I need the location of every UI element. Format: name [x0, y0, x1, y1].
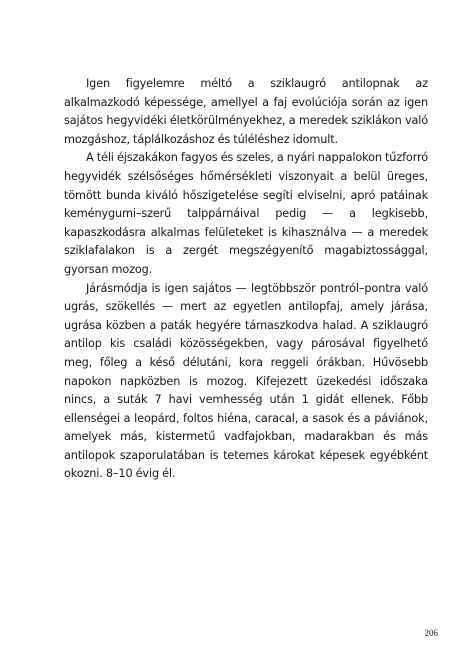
paragraph-1: Igen figyelemre méltó a sziklaugró antilopnak az alkalmazkodó képessége, amellyel a faj evolúciója során az igen sajátos hegyvidéki életkörülményekhez, a meredek sziklákon való mozgáshoz, táplálkozáshoz és túléléshez idomult.	[64, 77, 428, 146]
page-number: 206	[424, 628, 438, 638]
paragraph-2: A téli éjszakákon fagyos és szeles, a nyári nappalokon tűzforró hegyvidék szélsőséges hőmérsékleti viszonyait a belül üreges, tömött bunda kiváló hőszigetelése segíti elviselni, apró patáinak keménygumi–szerű talppárnáival pedig — a legkisebb, kapaszkodásra alkalmas felületeket is kihasználva — a meredek sziklafalakon is a zergét megszégyenítő magabiztossággal, gyorsan mozog.	[64, 151, 428, 276]
body-text	[64, 75, 428, 484]
paragraph-3: Járásmódja is igen sajátos — legtöbbször pontról–pontra való ugrás, szökellés — mert az egyetlen antilopfaj, amely járása, ugrása közben a paták hegyére támaszkodva halad. A sziklaugró antilop kis családi közösségekben, vagy párosával figyelhető meg, főleg a késő délutáni, kora reggeli órákban. Hűvösebb napokon napközben is mozog. Kifejezett üzekedési időszaka nincs, a suták 7 havi vemhesség után 1 gidát ellenek. Főbb ellenségei a leopárd, foltos hiéna, caracal, a sasok és a páviánok, amelyek más, kistermetű vadfajokban, madarakban és más antilopok szaporulatában is tetemes károkat képesek egyébként okozni. 8–10 évig él.	[64, 281, 428, 481]
